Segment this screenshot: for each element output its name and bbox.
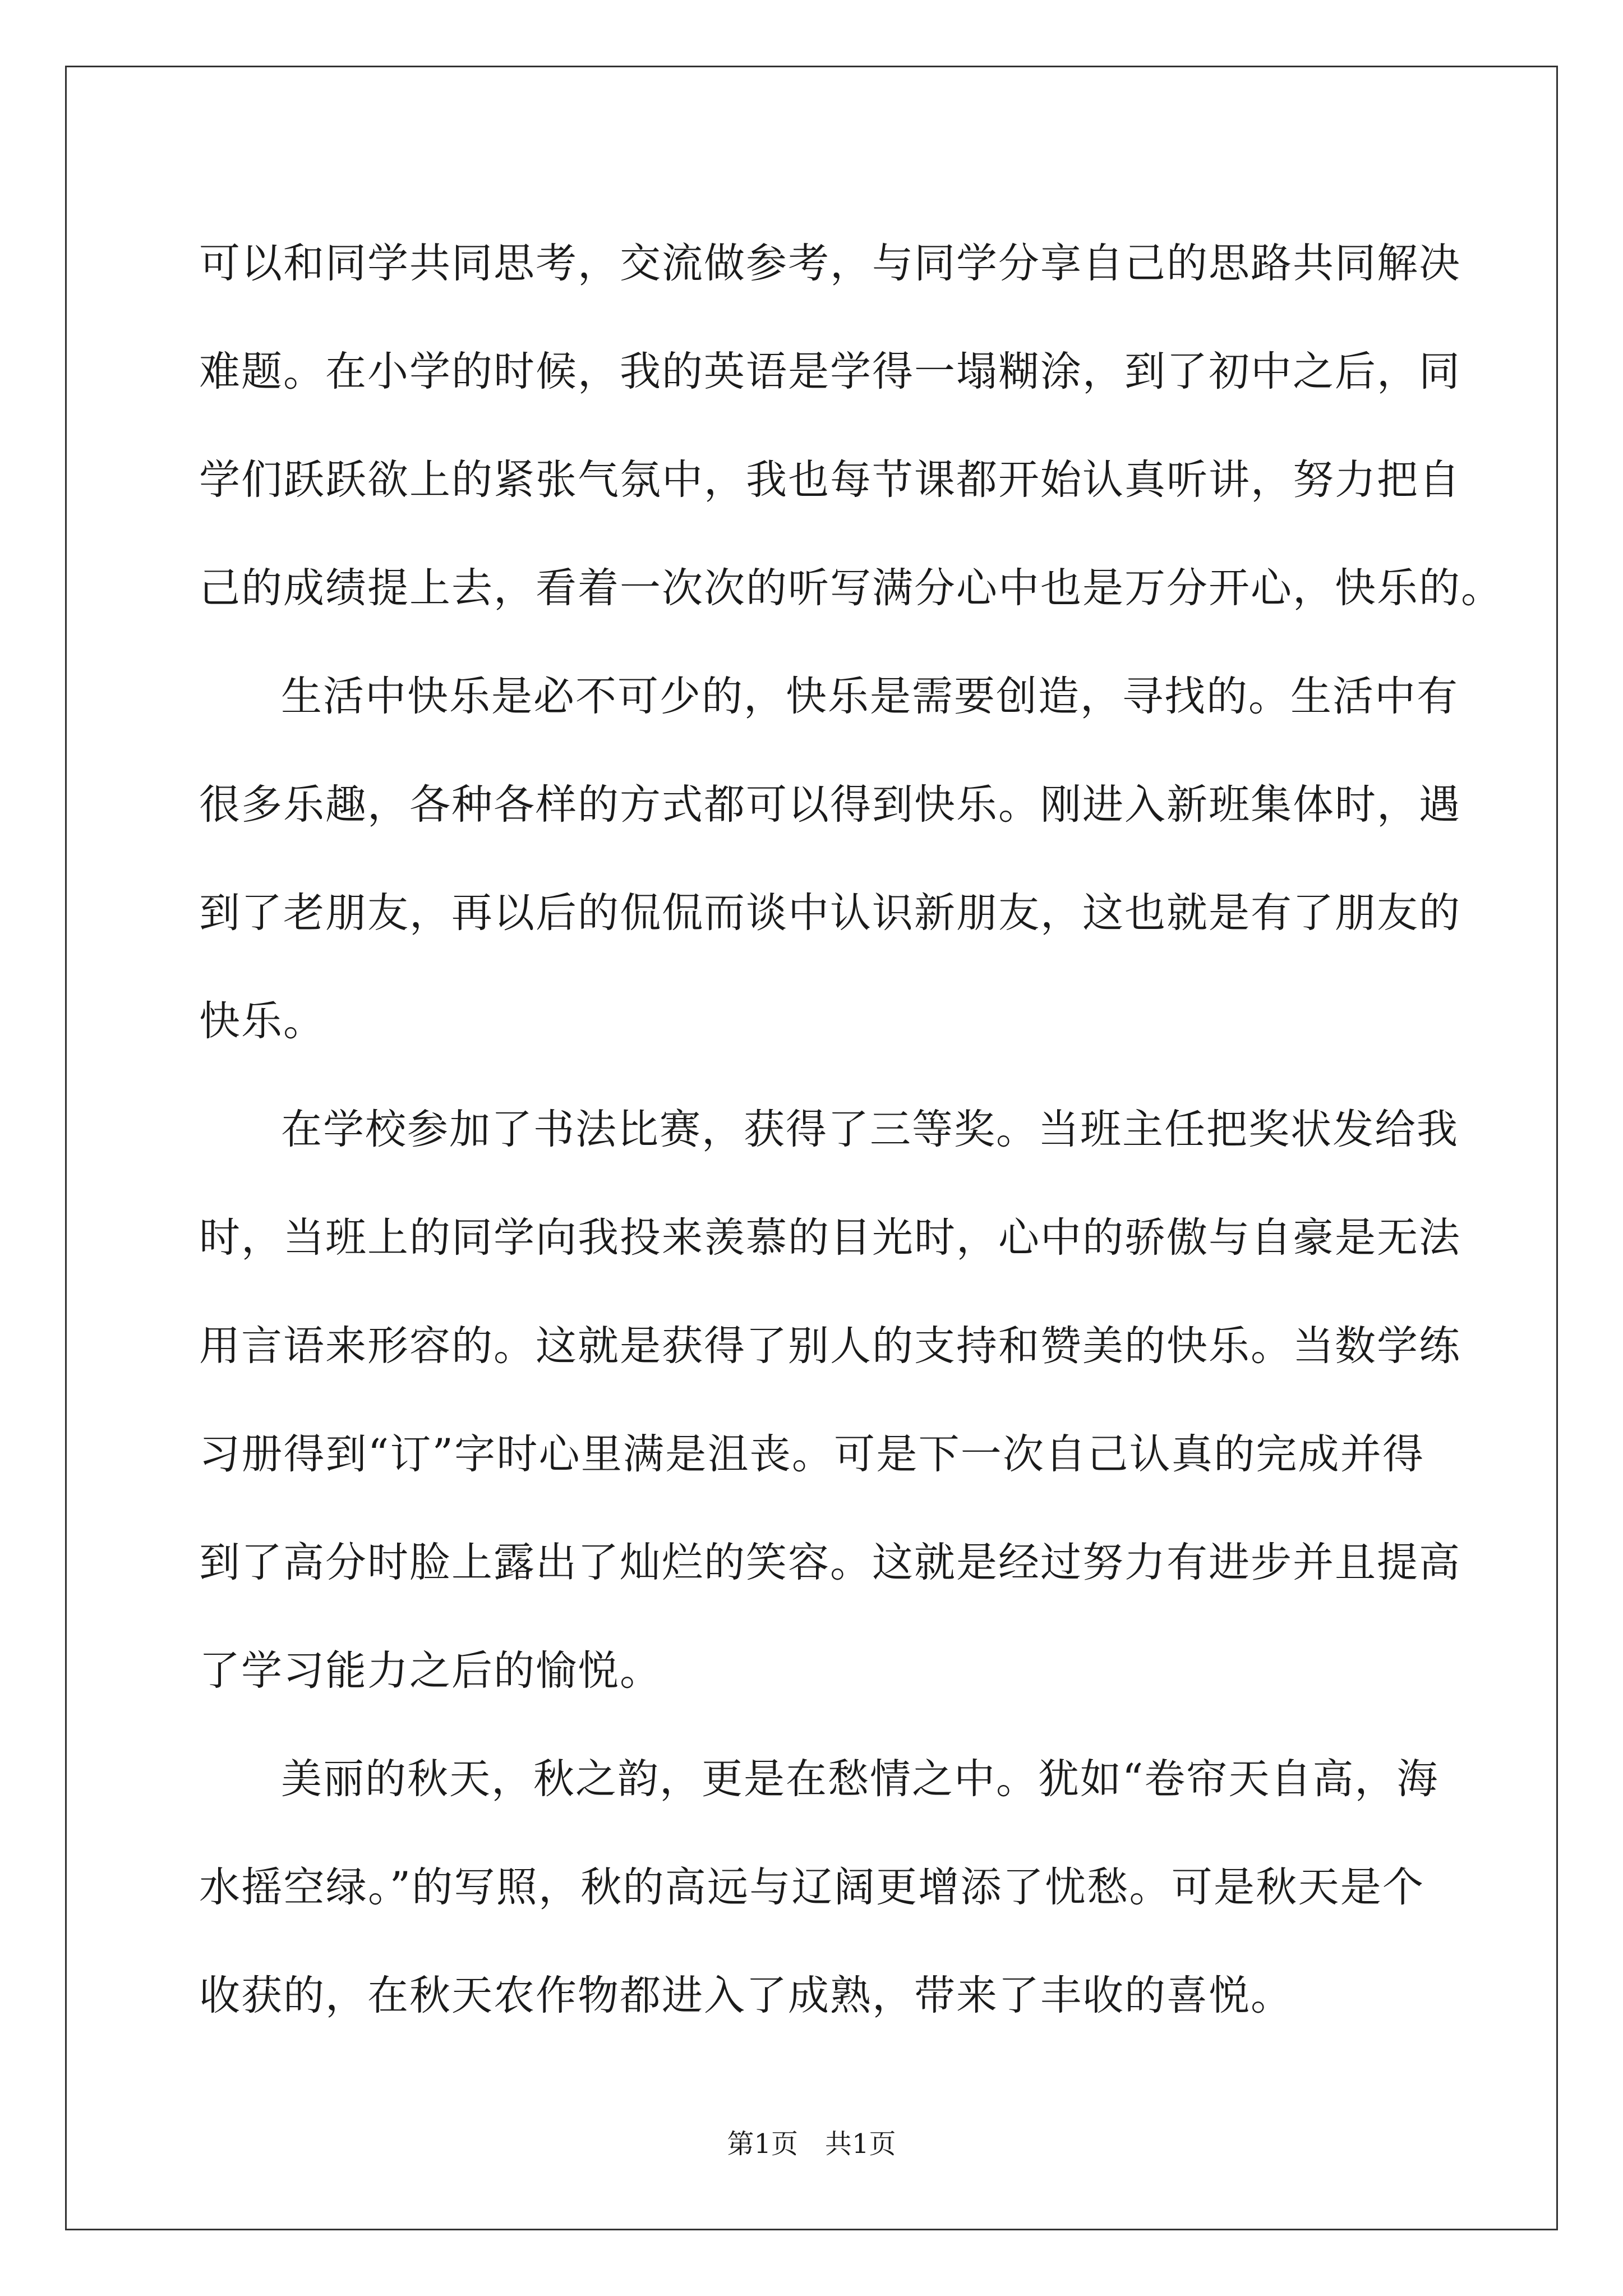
text-line: 习册得到“订”字时心里满是沮丧。可是下一次自己认真的完成并得 [199, 1430, 1424, 1478]
text-line: 难题。在小学的时候，我的英语是学得一塌糊涂，到了初中之后，同 [199, 348, 1461, 395]
text-line: 时，当班上的同学向我投来羡慕的目光时，心中的骄傲与自豪是无法 [199, 1214, 1461, 1262]
text-line: 美丽的秋天，秋之韵，更是在愁情之中。犹如“卷帘天自高，海 [281, 1755, 1439, 1803]
text-line: 学们跃跃欲上的紧张气氛中，我也每节课都开始认真听讲，努力把自 [199, 456, 1461, 504]
text-line: 了学习能力之后的愉悦。 [199, 1647, 662, 1695]
text-line: 快乐。 [199, 997, 325, 1045]
text-line: 在学校参加了书法比赛，获得了三等奖。当班主任把奖状发给我 [281, 1106, 1459, 1153]
text-line: 到了高分时脸上露出了灿烂的笑容。这就是经过努力有进步并且提高 [199, 1539, 1461, 1586]
text-line: 可以和同学共同思考，交流做参考，与同学分享自己的思路共同解决 [199, 240, 1461, 287]
text-line: 收获的，在秋天农作物都进入了成熟，带来了丰收的喜悦。 [199, 1972, 1293, 2019]
page-footer [0, 2127, 1623, 2161]
text-line: 生活中快乐是必不可少的，快乐是需要创造，寻找的。生活中有 [281, 673, 1459, 720]
text-line: 水摇空绿。”的写照，秋的高远与辽阔更增添了忧愁。可是秋天是个 [199, 1864, 1424, 1911]
text-line: 己的成绩提上去，看着一次次的听写满分心中也是万分开心，快乐的。 [199, 564, 1503, 612]
text-line: 用言语来形容的。这就是获得了别人的支持和赞美的快乐。当数学练 [199, 1322, 1461, 1370]
text-line: 很多乐趣，各种各样的方式都可以得到快乐。刚进入新班集体时，遇 [199, 781, 1461, 829]
document-body [199, 209, 1503, 2050]
text-line: 到了老朋友，再以后的侃侃而谈中认识新朋友，这也就是有了朋友的 [199, 889, 1461, 937]
page-number-label: 第1页 共1页 [727, 2128, 896, 2160]
